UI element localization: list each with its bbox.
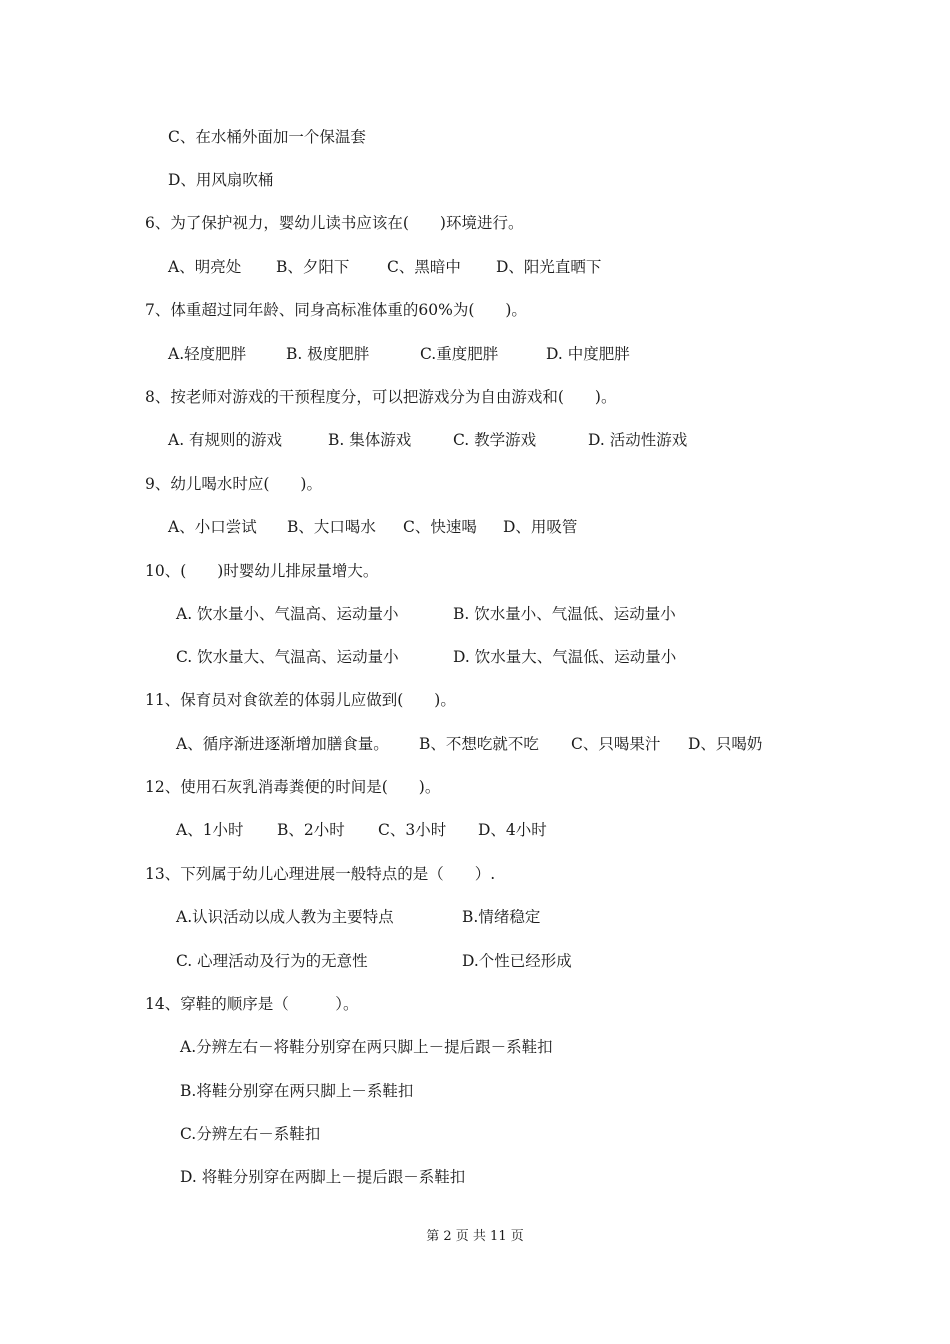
q13-option-c: C. 心理活动及行为的无意性 <box>176 952 368 970</box>
q7-option-a: A.轻度肥胖 <box>168 345 247 363</box>
q11-option-b: B、不想吃就不吃 <box>419 735 539 753</box>
q9-option-a: A、小口尝试 <box>168 518 257 536</box>
q9-option-c: C、快速喝 <box>403 518 477 536</box>
q13-option-b: B.情绪稳定 <box>462 908 541 926</box>
q12-stem: 12、使用石灰乳消毒粪便的时间是( )。 <box>145 778 441 796</box>
q14-option-c: C.分辨左右－系鞋扣 <box>180 1125 321 1143</box>
q11-option-c: C、只喝果汁 <box>571 735 661 753</box>
q10-option-c: C. 饮水量大、气温高、运动量小 <box>176 648 399 666</box>
q13-stem: 13、下列属于幼儿心理进展一般特点的是（ ）. <box>145 865 496 883</box>
q9-option-b: B、大口喝水 <box>287 518 376 536</box>
q14-option-b: B.将鞋分别穿在两只脚上－系鞋扣 <box>180 1082 414 1100</box>
q10-options-row1 <box>0 604 950 624</box>
q14-option-a: A.分辨左右－将鞋分别穿在两只脚上－提后跟－系鞋扣 <box>180 1038 553 1056</box>
q11-options <box>0 734 950 754</box>
q9-stem: 9、幼儿喝水时应( )。 <box>145 475 322 493</box>
q6-option-a: A、明亮处 <box>168 258 242 276</box>
q11-option-d: D、只喝奶 <box>688 735 763 753</box>
q10-option-d: D. 饮水量大、气温低、运动量小 <box>453 648 677 666</box>
q8-stem: 8、按老师对游戏的干预程度分，可以把游戏分为自由游戏和( )。 <box>145 388 617 406</box>
q8-option-c: C. 教学游戏 <box>453 431 537 449</box>
q12-option-c: C、3小时 <box>378 821 447 839</box>
q6-options <box>0 257 950 277</box>
q7-option-c: C.重度肥胖 <box>420 345 499 363</box>
q7-option-d: D. 中度肥胖 <box>546 345 630 363</box>
q12-options <box>0 820 950 840</box>
q11-stem: 11、保育员对食欲差的体弱儿应做到( )。 <box>145 691 456 709</box>
q8-option-a: A. 有规则的游戏 <box>168 431 283 449</box>
q12-option-a: A、1小时 <box>176 821 244 839</box>
q7-options <box>0 344 950 364</box>
q13-options-row2 <box>0 951 950 971</box>
q7-option-b: B. 极度肥胖 <box>286 345 370 363</box>
q6-option-b: B、夕阳下 <box>276 258 350 276</box>
q5-option-d: D、用风扇吹桶 <box>168 171 274 189</box>
q14-option-d: D. 将鞋分别穿在两脚上－提后跟－系鞋扣 <box>180 1168 466 1186</box>
q9-options <box>0 517 950 537</box>
q8-option-b: B. 集体游戏 <box>328 431 412 449</box>
q11-option-a: A、循序渐进逐渐增加膳食量。 <box>176 735 389 753</box>
q8-option-d: D. 活动性游戏 <box>588 431 688 449</box>
q14-stem: 14、穿鞋的顺序是（ ）。 <box>145 995 359 1013</box>
q6-option-d: D、阳光直晒下 <box>496 258 602 276</box>
page-footer: 第 2 页 共 11 页 <box>426 1229 524 1244</box>
q13-option-a: A.认识活动以成人教为主要特点 <box>176 908 394 926</box>
q5-option-c: C、在水桶外面加一个保温套 <box>168 128 366 146</box>
q13-option-d: D.个性已经形成 <box>462 952 572 970</box>
q10-stem: 10、( )时婴幼儿排尿量增大。 <box>145 562 379 580</box>
q12-option-b: B、2小时 <box>277 821 345 839</box>
q13-options-row1 <box>0 907 950 927</box>
q6-option-c: C、黑暗中 <box>387 258 461 276</box>
q7-stem: 7、体重超过同年龄、同身高标准体重的60%为( )。 <box>145 301 527 319</box>
q8-options <box>0 430 950 450</box>
q9-option-d: D、用吸管 <box>503 518 578 536</box>
q10-options-row2 <box>0 647 950 667</box>
q10-option-a: A. 饮水量小、气温高、运动量小 <box>176 605 399 623</box>
q6-stem: 6、为了保护视力，婴幼儿读书应该在( )环境进行。 <box>145 214 524 232</box>
q12-option-d: D、4小时 <box>478 821 547 839</box>
q10-option-b: B. 饮水量小、气温低、运动量小 <box>453 605 676 623</box>
